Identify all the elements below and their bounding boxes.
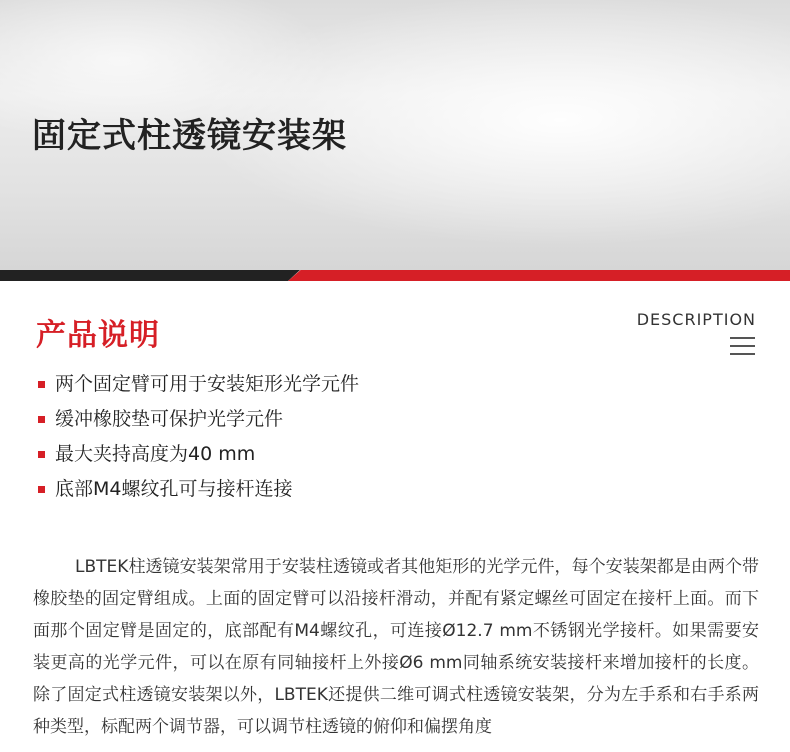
- feature-item: [38, 407, 359, 442]
- divider-dark-segment: [0, 270, 300, 281]
- feature-text: 最大夹持高度为40 mm: [55, 443, 256, 465]
- bullet-icon: [38, 416, 45, 423]
- header-banner: [0, 0, 790, 270]
- description-paragraph: LBTEK柱透镜安装架常用于安装柱透镜或者其他矩形的光学元件，每个安装架都是由两个带橡胶垫的固定臂组成。上面的固定臂可以沿接杆滑动，并配有紧定螺丝可固定在接杆上面。而下面那个固定臂是固定的，底部配有M4螺纹孔，可连接Ø12.7 mm不锈钢光学接杆。如果需要安装更高的光学元件，可以在原有同轴接杆上外接Ø6 mm同轴系统安装接杆来增加接杆的长度。 除了固定式柱透镜安装架以外，LBTEK还提供二维可调式柱透镜安装架，分为左手系和右手系两种类型，标配两个调节器，可以调节柱透镜的俯仰和偏摆角度: [33, 557, 759, 737]
- bullet-icon: [38, 381, 45, 388]
- feature-text: 底部M4螺纹孔可与接杆连接: [55, 478, 293, 500]
- feature-item: [38, 372, 359, 407]
- section-title: 产品说明: [36, 318, 160, 353]
- bullet-icon: [38, 451, 45, 458]
- menu-icon[interactable]: [730, 337, 755, 355]
- page-title: 固定式柱透镜安装架: [32, 116, 347, 156]
- description-label: DESCRIPTION: [636, 310, 756, 329]
- feature-item: [38, 442, 359, 477]
- divider-red-segment: [288, 270, 790, 281]
- feature-text: 缓冲橡胶垫可保护光学元件: [55, 408, 284, 430]
- feature-list: [38, 372, 359, 512]
- bullet-icon: [38, 486, 45, 493]
- section-divider: [0, 270, 790, 281]
- feature-item: [38, 477, 359, 512]
- feature-text: 两个固定臂可用于安装矩形光学元件: [55, 373, 360, 395]
